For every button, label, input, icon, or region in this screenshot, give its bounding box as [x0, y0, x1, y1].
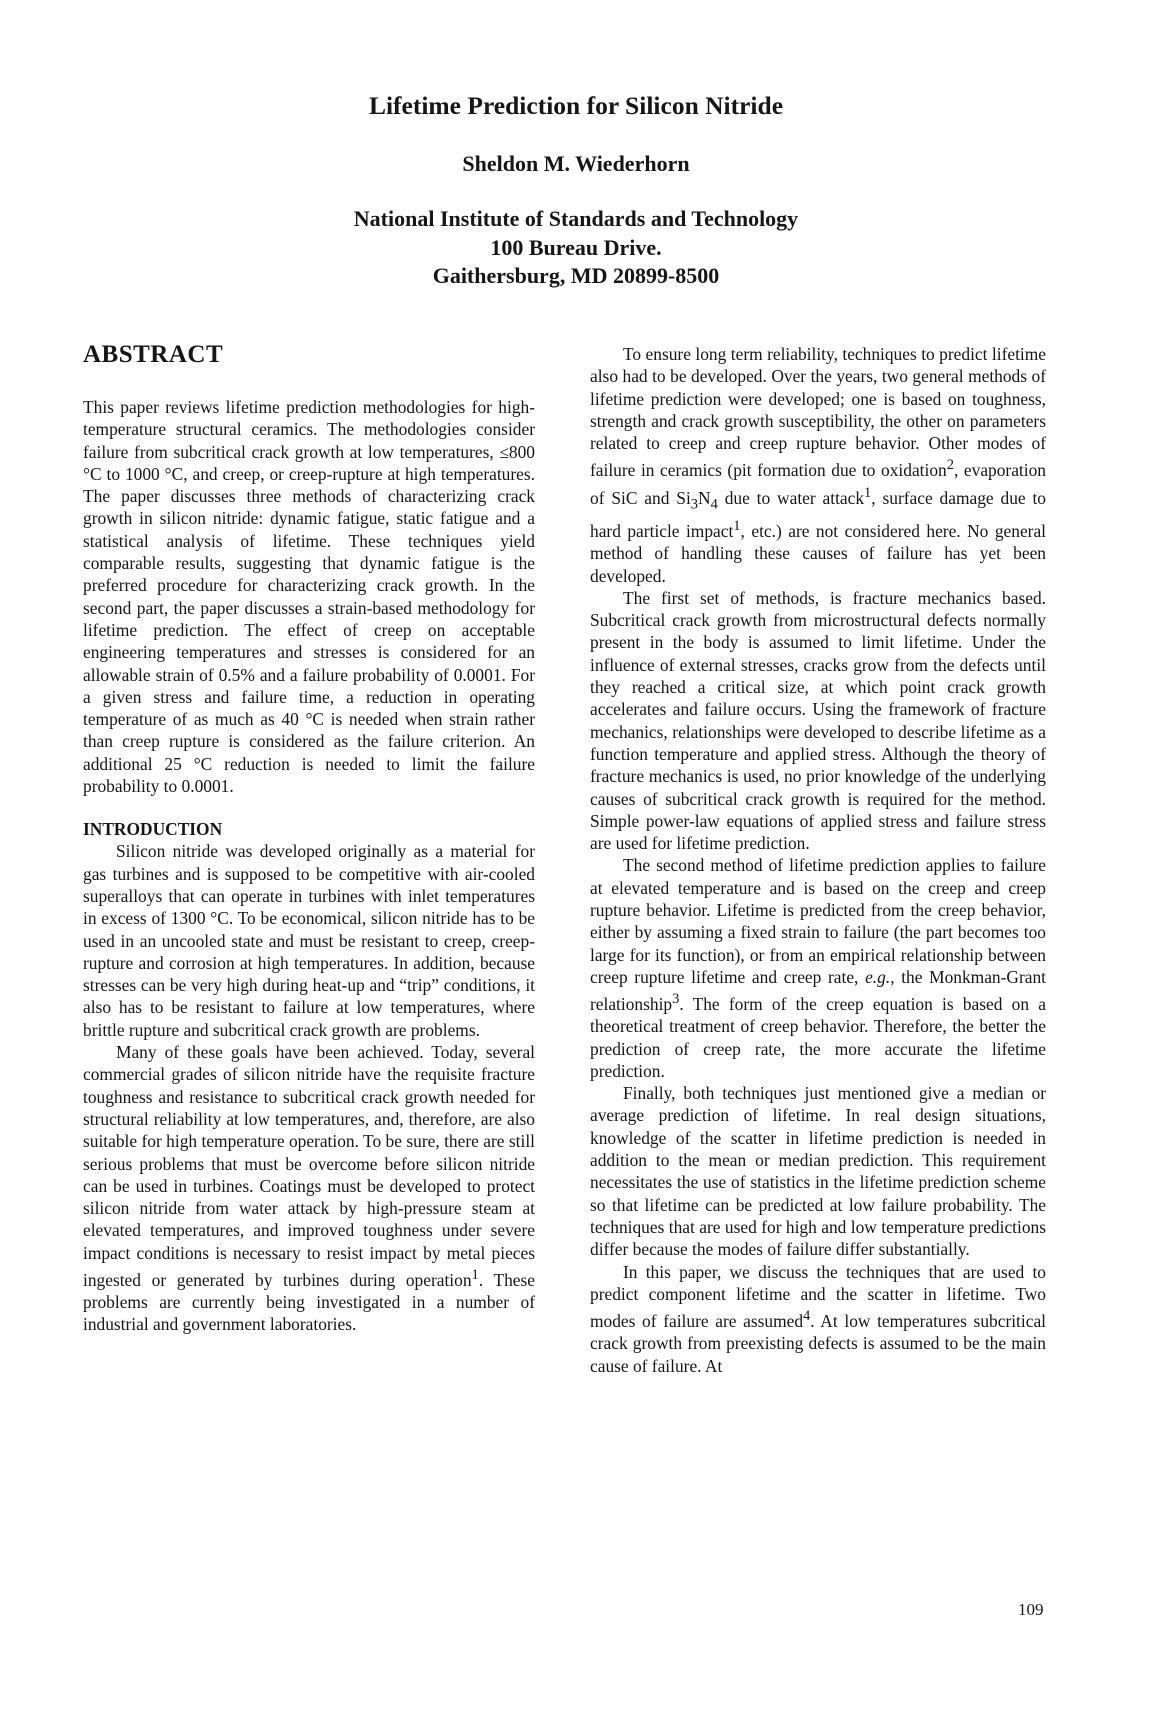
text-run: , etc.) are not considered here. No general method of handling these causes of failure has yet been developed.: [590, 520, 1047, 586]
text-run: To ensure long term reliability, techniques to predict lifetime also had to be developed. Over the years, two general methods of lifetime prediction were developed; one is based on toughness, strength and crack growth susceptibility, the other on parameters related to creep and creep rupture behavior. Other modes of failure in ceramics (pit formation due to oxidation: [590, 344, 1046, 481]
body-paragraph-5: [590, 1261, 1046, 1377]
text-run: . The form of the creep equation is based on a theoretical treatment of creep behavior. Therefore, the better the prediction of creep rate, the more accurate the lifetime prediction.: [590, 993, 1046, 1081]
page-number: 109: [1018, 1600, 1044, 1619]
italic-abbrev: e.g.: [865, 966, 891, 987]
affiliation-line: Gaithersburg, MD 20899-8500: [432, 263, 720, 288]
intro-paragraph-1: Silicon nitride was developed originally as a material for gas turbines and is supposed to be competitive with air-cooled superalloys that can operate in turbines with inlet temperatures in excess of 1300 °C. To be economical, silicon nitride has to be used in an uncooled state and must be resistant to creep, creep-rupture and corrosion at high temperatures. In addition, because stresses can be very high during heat-up and “trip” conditions, it also has to be resistant to failure at low temperatures, where brittle rupture and subcritical crack growth are problems.: [83, 841, 535, 1040]
text-run: In this paper, we discuss the techniques that are used to predict component lifetime and the scatter in lifetime. Two modes of failure are assumed: [590, 1261, 1046, 1331]
citation-ref: 1: [471, 1266, 479, 1283]
text-run: due to water attack: [717, 487, 865, 508]
chemical-subscript: 3: [690, 495, 699, 512]
citation-ref: 2: [946, 457, 954, 474]
text-run: . At low temperatures subcritical crack growth from preexisting defects is assumed to be the main cause of failure. At: [590, 1310, 1046, 1376]
body-paragraph-4: Finally, both techniques just mentioned give a median or average prediction of lifetime. In real design situations, knowledge of the scatter in lifetime prediction is needed in addition to the mean or median prediction. This requirement necessitates the use of statistics in the lifetime prediction scheme so that lifetime can be predicted at low failure probability. The techniques that are used for high and low temperature predictions differ because the modes of failure differ substantially.: [590, 1083, 1046, 1260]
text-run: , the Monkman-Grant relationship: [590, 966, 1046, 1014]
affiliation-line: National Institute of Standards and Technology: [353, 206, 799, 231]
right-column: [590, 343, 1046, 1377]
introduction-heading: INTRODUCTION: [83, 819, 223, 840]
text-run: The second method of lifetime prediction applies to failure at elevated temperature and is based on the creep and creep rupture behavior. Lifetime is predicted from the creep behavior, either by assuming a fixed strain to failure (the part becomes too large for its function), or from an empirical relationship between creep rupture lifetime and creep rate,: [590, 855, 1046, 987]
citation-ref: 1: [864, 484, 872, 501]
body-paragraph-2: The first set of methods, is fracture mechanics based. Subcritical crack growth from microstructural defects normally present in the body is assumed to limit lifetime. Under the influence of external stresses, cracks grow from the defects until they reached a critical size, at which point crack growth accelerates and failure occurs. Using the framework of fracture mechanics, relationships were developed to describe lifetime as a function temperature and applied stress. Although the theory of fracture mechanics is used, no prior knowledge of the underlying causes of subcritical crack growth is required for the method. Simple power-law equations of applied stress and failure stress are used for lifetime prediction.: [590, 587, 1046, 854]
citation-ref: 1: [733, 518, 741, 535]
text-run: Many of these goals have been achieved. Today, several commercial grades of silicon nitride have the requisite fracture toughness and resistance to subcritical crack growth needed for structural reliability at low temperatures, and, therefore, are also suitable for high temperature operation. To be sure, there are still serious problems that must be overcome before silicon nitride can be used in turbines. Coatings must be developed to protect silicon nitride from water attack by high-pressure steam at elevated temperatures, and improved toughness under severe impact conditions is necessary to resist impact by metal pieces ingested or generated by turbines during operation: [83, 1042, 535, 1290]
body-paragraph-3: [590, 854, 1046, 1082]
paper-title: Lifetime Prediction for Silicon Nitride: [368, 91, 784, 120]
author-name: Sheldon M. Wiederhorn: [462, 151, 690, 176]
left-column: [83, 340, 535, 1336]
body-paragraph-1: [590, 343, 1046, 587]
abstract-heading: ABSTRACT: [83, 341, 224, 368]
intro-paragraph-2: [83, 1041, 535, 1336]
affiliation-line: 100 Bureau Drive.: [490, 234, 662, 260]
text-run: N: [698, 487, 711, 508]
text-run: . These problems are currently being investigated in a number of industrial and government laboratories.: [83, 1269, 536, 1335]
text-run: , evaporation of SiC and Si: [590, 460, 1046, 508]
citation-ref: 3: [672, 991, 680, 1008]
chemical-subscript: 4: [710, 495, 718, 512]
abstract-text: This paper reviews lifetime prediction methodologies for high-temperature structural ceramics. The methodologies consider failure from subcritical crack growth at low temperatures, ≤800 °C to 1000 °C, and creep, or creep-rupture at high temperatures. The paper discusses three methods of characterizing crack growth in silicon nitride: dynamic fatigue, static fatigue and a statistical analysis of lifetime. These techniques yield comparable results, suggesting that dynamic fatigue is the preferred procedure for characterizing crack growth. In the second part, the paper discusses a strain-based methodology for lifetime prediction. The effect of creep on acceptable engineering temperatures and stresses is considered for an allowable strain of 0.5% and a failure probability of 0.0001. For a given stress and failure time, a reduction in operating temperature of as much as 40 °C is needed when strain rather than creep rupture is considered as the failure criterion. An additional 25 °C reduction is needed to limit the failure probability to 0.0001.: [83, 397, 535, 797]
citation-ref: 4: [803, 1308, 811, 1325]
affiliation: [0, 205, 1152, 291]
text-run: , surface damage due to hard particle impact: [590, 487, 1046, 541]
